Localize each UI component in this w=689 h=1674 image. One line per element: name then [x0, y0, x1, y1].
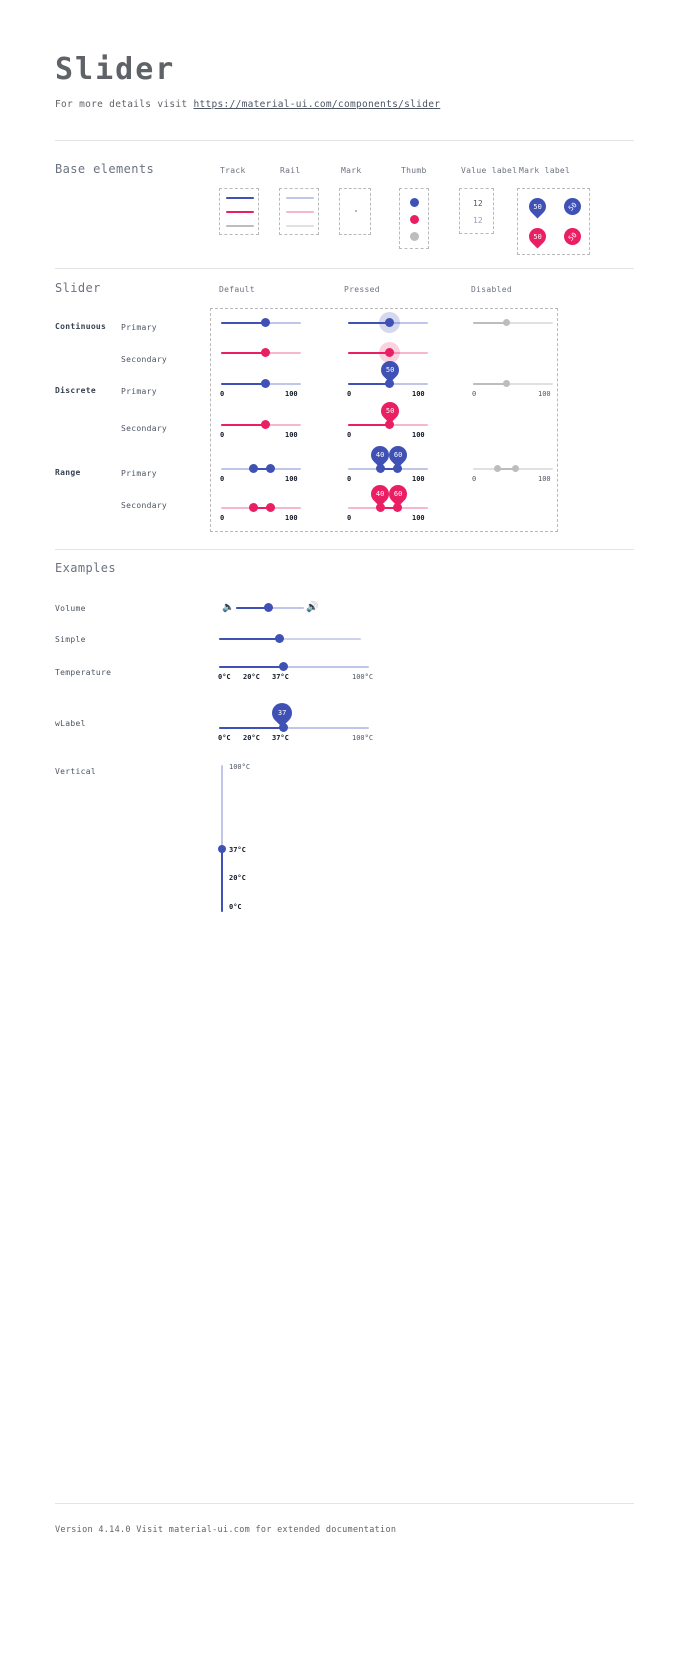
disc-primary-disabled-max: 100 — [538, 390, 551, 398]
example-label-wlabel: wLabel — [55, 719, 86, 728]
rail-primary — [286, 197, 314, 199]
base-track-box — [219, 188, 259, 235]
rail-secondary — [286, 211, 314, 213]
range-secondary-default-thumb-low[interactable] — [249, 503, 258, 512]
disc-secondary-default-track — [221, 424, 265, 426]
range-primary-pressed-bubble-high: 60 — [385, 442, 410, 467]
section-examples-label: Examples — [55, 561, 116, 575]
range-primary-default-thumb-high[interactable] — [266, 464, 275, 473]
wlabel-mark-100: 100°C — [352, 734, 374, 742]
row-sub-discrete-secondary: Secondary — [121, 424, 168, 433]
base-value-label-box — [459, 188, 494, 234]
cont-primary-disabled-thumb — [503, 319, 510, 326]
thumb-secondary[interactable] — [410, 215, 419, 224]
col-head-mark-label: Mark label — [519, 166, 571, 175]
rail-disabled — [286, 225, 314, 227]
vertical-mark-0: 0°C — [229, 903, 242, 911]
thumb-disabled — [410, 232, 419, 241]
temperature-mark-100: 100°C — [352, 673, 374, 681]
col-head-default: Default — [219, 285, 255, 294]
range-primary-default-max: 100 — [285, 475, 298, 483]
col-head-thumb: Thumb — [401, 166, 427, 175]
temperature-mark-0: 0°C — [218, 673, 231, 681]
vertical-mark-37: 37°C — [229, 846, 246, 854]
disc-secondary-default-min: 0 — [220, 431, 225, 439]
disc-secondary-pressed-thumb[interactable] — [385, 420, 394, 429]
range-secondary-pressed-thumb-low[interactable] — [376, 503, 385, 512]
example-label-vertical: Vertical — [55, 767, 96, 776]
section-base-elements-label: Base elements — [55, 162, 155, 176]
simple-thumb[interactable] — [275, 634, 284, 643]
vertical-mark-100: 100°C — [229, 763, 251, 771]
mark-label-bubble-primary: 50 — [525, 194, 549, 218]
row-sub-range-secondary: Secondary — [121, 501, 168, 510]
mark-label-bubble-secondary: 50 — [525, 224, 549, 248]
track-secondary — [226, 211, 254, 213]
range-secondary-pressed-thumb-high[interactable] — [393, 503, 402, 512]
temperature-track — [219, 666, 283, 668]
cont-primary-pressed-thumb[interactable] — [385, 318, 394, 327]
divider-footer — [55, 1503, 634, 1504]
col-head-value-label: Value label — [461, 166, 518, 175]
divider-base-slider — [55, 268, 634, 269]
mark-label-round-primary: 50 — [560, 194, 584, 218]
temperature-mark-37: 37°C — [272, 673, 289, 681]
volume-high-icon[interactable]: 🔊 — [306, 602, 319, 613]
wlabel-mark-37: 37°C — [272, 734, 289, 742]
disc-primary-default-track — [221, 383, 265, 385]
example-label-volume: Volume — [55, 604, 86, 613]
vertical-track — [221, 849, 223, 912]
wlabel-thumb[interactable] — [279, 723, 288, 732]
disc-secondary-default-max: 100 — [285, 431, 298, 439]
range-primary-default-min: 0 — [220, 475, 225, 483]
range-primary-pressed-min: 0 — [347, 475, 352, 483]
range-secondary-pressed-max: 100 — [412, 514, 425, 522]
col-head-rail: Rail — [280, 166, 301, 175]
wlabel-mark-0: 0°C — [218, 734, 231, 742]
row-sub-discrete-primary: Primary — [121, 387, 157, 396]
range-primary-default-thumb-low[interactable] — [249, 464, 258, 473]
disc-primary-pressed-max: 100 — [412, 390, 425, 398]
subtitle-text: For more details visit — [55, 99, 194, 110]
range-secondary-default-thumb-high[interactable] — [266, 503, 275, 512]
range-secondary-pressed-bubble-high: 60 — [385, 481, 410, 506]
wlabel-value-bubble: 37 — [268, 699, 296, 727]
mark-dot — [355, 210, 357, 212]
disc-primary-default-min: 0 — [220, 390, 225, 398]
thumb-primary[interactable] — [410, 198, 419, 207]
cont-secondary-default-thumb[interactable] — [261, 348, 270, 357]
range-primary-pressed-thumb-high[interactable] — [393, 464, 402, 473]
value-label-2: 12 — [473, 216, 483, 225]
base-mark-box — [339, 188, 371, 235]
disc-primary-pressed-thumb[interactable] — [385, 379, 394, 388]
range-secondary-pressed-min: 0 — [347, 514, 352, 522]
wlabel-track — [219, 727, 283, 729]
mark-label-round-secondary: 50 — [560, 224, 584, 248]
col-head-disabled: Disabled — [471, 285, 512, 294]
col-head-track: Track — [220, 166, 246, 175]
footer-text: Version 4.14.0 Visit material-ui.com for extended documentation — [55, 1525, 397, 1535]
example-label-simple: Simple — [55, 635, 86, 644]
range-primary-pressed-thumb-low[interactable] — [376, 464, 385, 473]
row-head-continuous: Continuous — [55, 322, 107, 331]
temperature-mark-20: 20°C — [243, 673, 260, 681]
slider-matrix-box — [210, 308, 558, 532]
wlabel-mark-20: 20°C — [243, 734, 260, 742]
base-rail-box — [279, 188, 319, 235]
col-head-pressed: Pressed — [344, 285, 380, 294]
row-sub-range-primary: Primary — [121, 469, 157, 478]
range-primary-disabled-min: 0 — [472, 475, 477, 483]
volume-thumb[interactable] — [264, 603, 273, 612]
range-primary-disabled-max: 100 — [538, 475, 551, 483]
cont-primary-default-track — [221, 322, 265, 324]
disc-secondary-default-thumb[interactable] — [261, 420, 270, 429]
track-primary — [226, 197, 254, 199]
page-title: Slider — [55, 52, 176, 87]
disc-primary-disabled-thumb — [503, 380, 510, 387]
track-disabled — [226, 225, 254, 227]
disc-primary-default-max: 100 — [285, 390, 298, 398]
disc-primary-default-thumb[interactable] — [261, 379, 270, 388]
base-thumb-box — [399, 188, 429, 249]
docs-link[interactable]: https://material-ui.com/components/slider — [193, 99, 441, 110]
vertical-mark-20: 20°C — [229, 874, 246, 882]
disc-primary-disabled-min: 0 — [472, 390, 477, 398]
temperature-thumb[interactable] — [279, 662, 288, 671]
range-primary-pressed-max: 100 — [412, 475, 425, 483]
range-primary-disabled-thumb-high — [512, 465, 519, 472]
disc-secondary-pressed-max: 100 — [412, 431, 425, 439]
cont-secondary-default-track — [221, 352, 265, 354]
range-secondary-default-max: 100 — [285, 514, 298, 522]
volume-low-icon[interactable]: 🔈 — [222, 602, 235, 613]
range-primary-pressed-bubble-low: 40 — [367, 442, 392, 467]
divider-top — [55, 140, 634, 141]
row-head-discrete: Discrete — [55, 386, 96, 395]
range-secondary-pressed-bubble-low: 40 — [367, 481, 392, 506]
row-sub-continuous-primary: Primary — [121, 323, 157, 332]
col-head-mark: Mark — [341, 166, 362, 175]
range-secondary-default-min: 0 — [220, 514, 225, 522]
vertical-thumb[interactable] — [218, 845, 226, 853]
simple-track — [219, 638, 279, 640]
disc-secondary-pressed-min: 0 — [347, 431, 352, 439]
cont-primary-disabled-track — [473, 322, 506, 324]
disc-primary-pressed-min: 0 — [347, 390, 352, 398]
section-slider-label: Slider — [55, 281, 101, 295]
disc-primary-disabled-track — [473, 383, 506, 385]
range-primary-disabled-thumb-low — [494, 465, 501, 472]
cont-secondary-pressed-thumb[interactable] — [385, 348, 394, 357]
row-head-range: Range — [55, 468, 81, 477]
disc-secondary-pressed-value-bubble: 50 — [377, 398, 402, 423]
cont-primary-default-thumb[interactable] — [261, 318, 270, 327]
disc-primary-pressed-value-bubble: 50 — [377, 357, 402, 382]
example-label-temperature: Temperature — [55, 668, 112, 677]
base-mark-label-box — [517, 188, 590, 255]
divider-slider-examples — [55, 549, 634, 550]
page-subtitle — [55, 99, 440, 110]
value-label-1: 12 — [473, 199, 483, 208]
row-sub-continuous-secondary: Secondary — [121, 355, 168, 364]
